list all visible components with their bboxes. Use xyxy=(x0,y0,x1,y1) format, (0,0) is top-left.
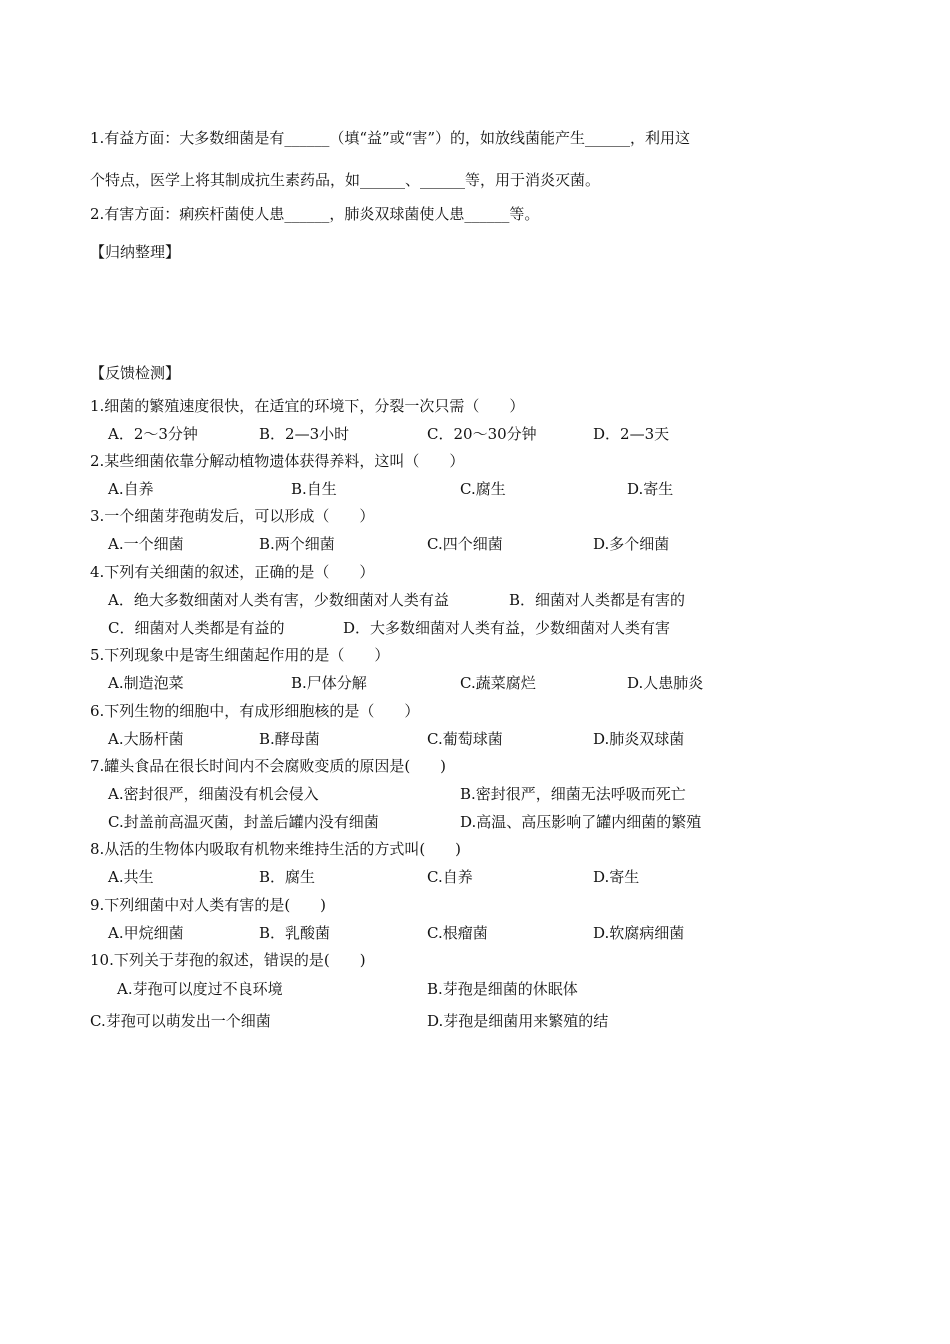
question-4-option-d[interactable]: D．大多数细菌对人类有益，少数细菌对人类有害 xyxy=(343,619,671,637)
intro-line-1: 1.有益方面：大多数细菌是有______（填“益”或“害”）的，如放线菌能产生______，利用这 xyxy=(90,129,690,147)
question-2-option-c[interactable]: C.腐生 xyxy=(460,480,506,498)
intro-line-2: 个特点，医学上将其制成抗生素药品，如______、______等，用于消炎灭菌。 xyxy=(90,171,601,189)
question-7-option-a[interactable]: A.密封很严，细菌没有机会侵入 xyxy=(108,785,319,803)
question-3-option-d[interactable]: D.多个细菌 xyxy=(593,535,670,553)
question-3-stem: 3.一个细菌芽孢萌发后，可以形成（ ） xyxy=(90,507,375,525)
question-5-option-d[interactable]: D.人患肺炎 xyxy=(627,674,704,692)
question-6-stem: 6.下列生物的细胞中，有成形细胞核的是（ ） xyxy=(90,702,420,720)
question-4-stem: 4.下列有关细菌的叙述，正确的是（ ） xyxy=(90,563,375,581)
question-10-stem: 10.下列关于芽孢的叙述，错误的是( ) xyxy=(90,951,366,969)
question-1-option-a[interactable]: A．2～3分钟 xyxy=(108,425,198,443)
question-9-option-a[interactable]: A.甲烷细菌 xyxy=(108,924,184,942)
feedback-heading: 【反馈检测】 xyxy=(90,364,181,382)
question-7-option-b[interactable]: B.密封很严，细菌无法呼吸而死亡 xyxy=(460,785,686,803)
question-9-option-b[interactable]: B．乳酸菌 xyxy=(259,924,331,942)
question-6-option-b[interactable]: B.酵母菌 xyxy=(259,730,320,748)
question-9-option-d[interactable]: D.软腐病细菌 xyxy=(593,924,685,942)
question-8-option-c[interactable]: C.自养 xyxy=(427,868,473,886)
question-9-option-c[interactable]: C.根瘤菌 xyxy=(427,924,488,942)
question-8-option-d[interactable]: D.寄生 xyxy=(593,868,640,886)
question-4-option-a[interactable]: A．绝大多数细菌对人类有害，少数细菌对人类有益 xyxy=(108,591,449,609)
intro-line-3: 2.有害方面：痢疾杆菌使人患______，肺炎双球菌使人患______等。 xyxy=(90,205,540,223)
question-4-option-b[interactable]: B．细菌对人类都是有害的 xyxy=(509,591,686,609)
question-1-stem: 1.细菌的繁殖速度很快，在适宜的环境下，分裂一次只需（ ） xyxy=(90,397,525,415)
question-10-option-c[interactable]: C.芽孢可以萌发出一个细菌 xyxy=(90,1012,271,1030)
question-2-option-a[interactable]: A.自养 xyxy=(108,480,154,498)
question-3-option-a[interactable]: A.一个细菌 xyxy=(108,535,184,553)
question-1-option-b[interactable]: B．2—3小时 xyxy=(259,425,350,443)
question-5-option-b[interactable]: B.尸体分解 xyxy=(291,674,367,692)
question-9-stem: 9.下列细菌中对人类有害的是( ) xyxy=(90,896,327,914)
question-7-stem: 7.罐头食品在很长时间内不会腐败变质的原因是( ) xyxy=(90,757,447,775)
question-8-option-a[interactable]: A.共生 xyxy=(108,868,154,886)
question-3-option-b[interactable]: B.两个细菌 xyxy=(259,535,335,553)
question-5-stem: 5.下列现象中是寄生细菌起作用的是（ ） xyxy=(90,646,390,664)
question-10-option-d[interactable]: D.芽孢是细菌用来繁殖的结 xyxy=(427,1012,609,1030)
question-10-option-b[interactable]: B.芽孢是细菌的休眠体 xyxy=(427,980,578,998)
question-5-option-a[interactable]: A.制造泡菜 xyxy=(108,674,184,692)
question-7-option-c[interactable]: C.封盖前高温灭菌，封盖后罐内没有细菌 xyxy=(108,813,379,831)
question-2-stem: 2.某些细菌依靠分解动植物遗体获得养料，这叫（ ） xyxy=(90,452,465,470)
question-6-option-c[interactable]: C.葡萄球菌 xyxy=(427,730,503,748)
question-8-stem: 8.从活的生物体内吸取有机物来维持生活的方式叫( ) xyxy=(90,840,462,858)
question-8-option-b[interactable]: B．腐生 xyxy=(259,868,316,886)
question-1-option-c[interactable]: C．20～30分钟 xyxy=(427,425,537,443)
question-2-option-d[interactable]: D.寄生 xyxy=(627,480,674,498)
question-7-option-d[interactable]: D.高温、高压影响了罐内细菌的繁殖 xyxy=(460,813,702,831)
question-4-option-c[interactable]: C．细菌对人类都是有益的 xyxy=(108,619,285,637)
question-2-option-b[interactable]: B.自生 xyxy=(291,480,337,498)
question-10-option-a[interactable]: A.芽孢可以度过不良环境 xyxy=(117,980,283,998)
question-1-option-d[interactable]: D．2—3天 xyxy=(593,425,670,443)
question-5-option-c[interactable]: C.蔬菜腐烂 xyxy=(460,674,536,692)
summary-heading: 【归纳整理】 xyxy=(90,243,181,261)
question-6-option-a[interactable]: A.大肠杆菌 xyxy=(108,730,184,748)
question-6-option-d[interactable]: D.肺炎双球菌 xyxy=(593,730,685,748)
question-3-option-c[interactable]: C.四个细菌 xyxy=(427,535,503,553)
